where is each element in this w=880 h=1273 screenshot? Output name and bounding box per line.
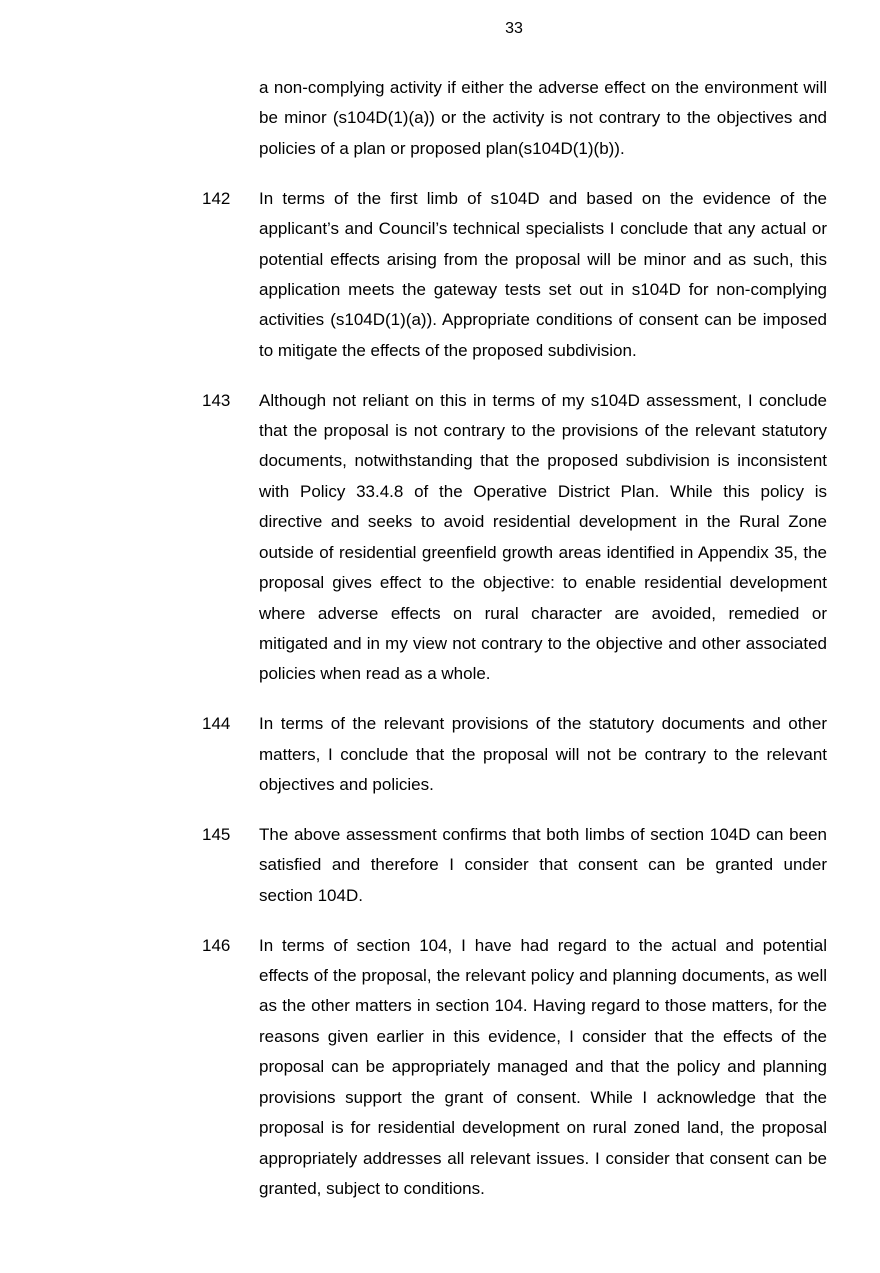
paragraph-text: The above assessment confirms that both limbs of section 104D can been satisfied and therefore I consider that consent can be granted under section 104D.	[259, 824, 827, 905]
paragraph-146	[202, 931, 827, 1205]
paragraph-143	[202, 386, 827, 690]
paragraph-text: In terms of section 104, I have had regard to the actual and potential effects of the proposal, the relevant policy and planning documents, as well as the other matters in section 104. Having regard to those matters, for the reasons given earlier in this evidence, I consider that the effects of the proposal can be appropriately managed and that the policy and planning provisions support the grant of consent. While I acknowledge that the proposal is for residential development on rural zoned land, the proposal appropriately addresses all relevant issues. I consider that consent can be granted, subject to conditions.	[259, 935, 827, 1198]
paragraph-text: Although not reliant on this in terms of my s104D assessment, I conclude that the proposal is not contrary to the provisions of the relevant statutory documents, notwithstanding that the proposed subdivision is inconsistent with Policy 33.4.8 of the Operative District Plan. While this policy is directive and seeks to avoid residential development in the Rural Zone outside of residential greenfield growth areas identified in Appendix 35, the proposal gives effect to the objective: to enable residential development where adverse effects on rural character are avoided, remedied or mitigated and in my view not contrary to the objective and other associated policies when read as a whole.	[259, 390, 827, 684]
paragraph-145	[202, 820, 827, 911]
paragraph-text: In terms of the relevant provisions of the statutory documents and other matters, I conclude that the proposal will not be contrary to the relevant objectives and policies.	[259, 714, 827, 795]
paragraph-number: 144	[202, 714, 231, 734]
paragraph-number: 142	[202, 188, 231, 208]
continuation-text: a non-complying activity if either the adverse effect on the environment will be minor (s104D(1)(a)) or the activity is not contrary to the objectives and policies of a plan or proposed plan(s104D(1)(b)).	[259, 78, 827, 158]
paragraph-142	[202, 184, 827, 366]
paragraph-number: 146	[202, 935, 231, 955]
paragraph-text: In terms of the first limb of s104D and based on the evidence of the applicant’s and Council’s technical specialists I conclude that any actual or potential effects arising from the proposal will be minor and as such, this application meets the gateway tests set out in s104D for non-complying activities (s104D(1)(a)). Appropriate conditions of consent can be imposed to mitigate the effects of the proposed subdivision.	[259, 188, 827, 360]
page-number: 33	[505, 20, 523, 37]
document-body	[202, 73, 827, 1224]
paragraph-144	[202, 709, 827, 800]
paragraph-number: 143	[202, 390, 231, 410]
paragraph-number: 145	[202, 824, 231, 844]
continuation-paragraph	[202, 73, 827, 164]
